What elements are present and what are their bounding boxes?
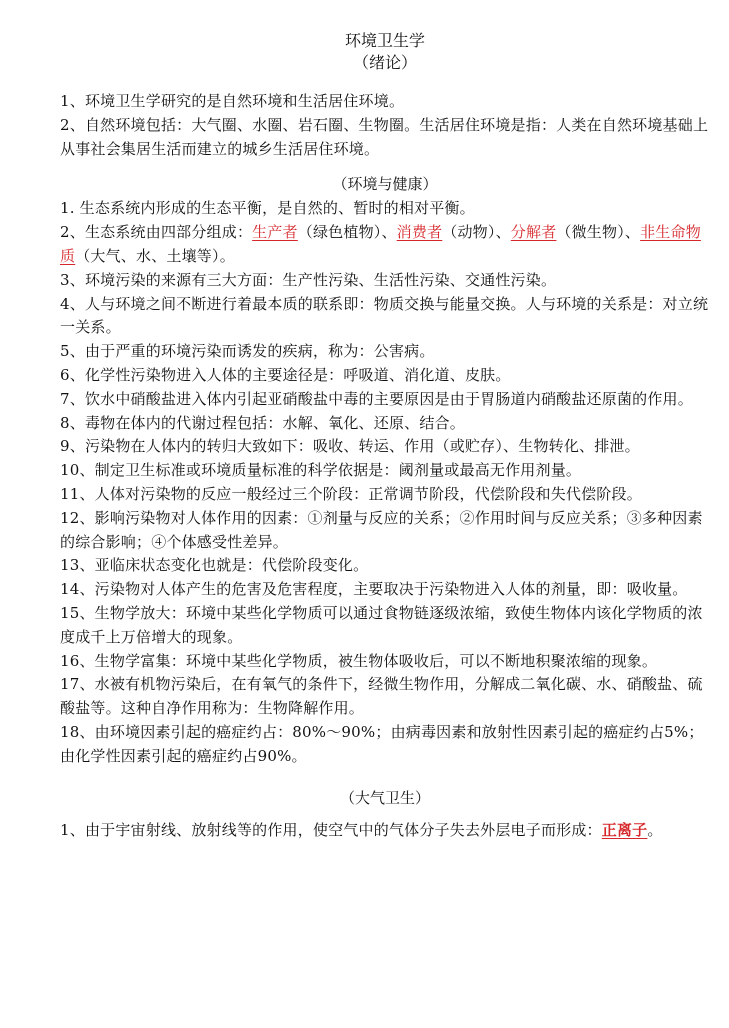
health-item-2-text-2: （绿色植物）、	[297, 223, 397, 242]
section-heading-air: （大气卫生）	[339, 788, 430, 807]
air-item-1-end: 。	[647, 820, 663, 839]
highlight-positive-ion: 正离子	[601, 820, 648, 839]
health-item-13: 13、亚临床状态变化也就是：代偿阶段变化。	[60, 556, 369, 575]
document-title: 环境卫生学	[344, 31, 425, 50]
health-item-2-text-5: （大气、水、土壤等）。	[75, 246, 235, 265]
air-item-1-text: 1、由于宇宙射线、放射线等的作用，使空气中的气体分子失去外层电子而形成：	[60, 820, 602, 839]
intro-item-2: 2、自然环境包括：大气圈、水圈、岩石圈、生物圈。生活居住环境是指：人类在自然环境基础上从事社会集居生活而建立的城乡生活居住环境。	[60, 115, 709, 158]
intro-item-1: 1、环境卫生学研究的是自然环境和生活居住环境。	[60, 92, 405, 110]
health-item-9: 9、污染物在人体内的转归大致如下：吸收、转运、作用（或贮存）、生物转化、排泄。	[60, 437, 640, 456]
intro-section	[60, 90, 710, 161]
document-subtitle: （绪论）	[352, 53, 417, 72]
health-item-2-text-4: （微生物）、	[556, 223, 641, 242]
highlight-nonliving-matter: 非生命物质	[60, 223, 701, 265]
health-item-12: 12、影响污染物对人体作用的因素：①剂量与反应的关系；②作用时间与反应关系；③多种因素的综合影响；④个体感受性差异。	[60, 508, 703, 551]
health-item-3: 3、环境污染的来源有三大方面：生产性污染、生活性污染、交通性污染。	[60, 270, 557, 289]
health-item-18: 18、由环境因素引起的癌症约占：80%～90%；由病毒因素和放射性因素引起的癌症约占5%；由化学性因素引起的癌症约占90%。	[60, 722, 704, 765]
document-page	[60, 30, 710, 842]
health-item-6: 6、化学性污染物进入人体的主要途径是：呼吸道、消化道、皮肤。	[60, 365, 511, 384]
health-item-2-text-1: 2、生态系统由四部分组成：	[60, 223, 253, 242]
health-item-16: 16、生物学富集：环境中某些化学物质，被生物体吸收后，可以不断地积聚浓缩的现象。	[60, 651, 658, 670]
section-heading-health: （环境与健康）	[332, 175, 438, 194]
health-item-7: 7、饮水中硝酸盐进入体内引起亚硝酸盐中毒的主要原因是由于胃肠道内硝酸盐还原菌的作用。	[60, 389, 693, 408]
highlight-consumer: 消费者	[396, 223, 443, 242]
health-item-14: 14、污染物对人体产生的危害及危害程度，主要取决于污染物进入人体的剂量，即：吸收量。	[60, 580, 688, 599]
highlight-decomposer: 分解者	[510, 223, 557, 242]
health-item-2-text-3: （动物）、	[442, 223, 511, 242]
health-item-5: 5、由于严重的环境污染而诱发的疾病，称为：公害病。	[60, 342, 435, 361]
highlight-producer: 生产者	[252, 223, 298, 242]
health-item-15: 15、生物学放大：环境中某些化学物质可以通过食物链逐级浓缩，致使生物体内该化学物质的浓度成千上万倍增大的现象。	[60, 603, 703, 646]
health-item-17: 17、水被有机物污染后，在有氧气的条件下，经微生物作用，分解成二氧化碳、水、硝酸盐、硫酸盐等。这种自净作用称为：生物降解作用。	[60, 675, 703, 718]
health-item-4: 4、人与环境之间不断进行着最本质的联系即：物质交换与能量交换。人与环境的关系是：对立统一关系。	[60, 294, 709, 337]
air-section	[60, 819, 710, 843]
health-item-10: 10、制定卫生标准或环境质量标准的科学依据是：阈剂量或最高无作用剂量。	[60, 461, 582, 480]
health-section	[60, 197, 710, 768]
health-item-1: 1. 生态系统内形成的生态平衡，是自然的、暂时的相对平衡。	[60, 199, 475, 218]
air-item-1	[60, 819, 710, 843]
health-item-2	[60, 221, 710, 269]
health-item-8: 8、毒物在体内的代谢过程包括：水解、氧化、还原、结合。	[60, 413, 465, 432]
health-item-11: 11、人体对污染物的反应一般经过三个阶段：正常调节阶段，代偿阶段和失代偿阶段。	[60, 484, 642, 503]
